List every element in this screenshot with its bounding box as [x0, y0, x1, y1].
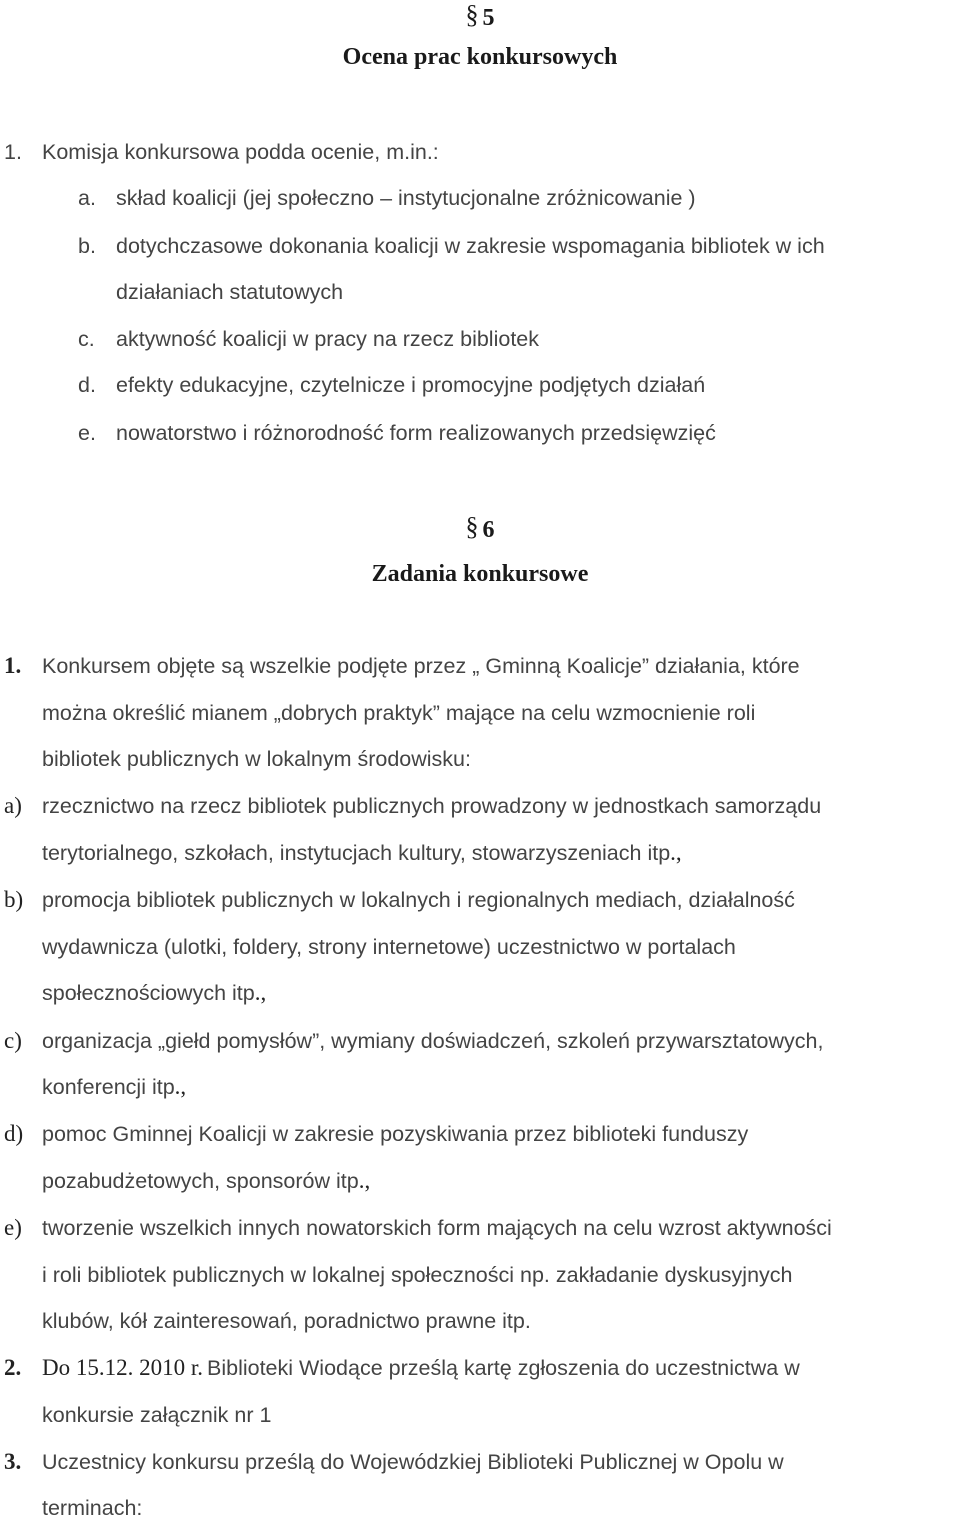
list-marker: c.: [78, 327, 95, 351]
list-item-text: skład koalicji (jej społeczno – instytucjonalne zróżnicowanie ): [116, 186, 696, 210]
list-marker: 1.: [4, 140, 22, 164]
paragraph-text: można określić mianem „dobrych praktyk” mające na celu wzmocnienie roli: [42, 701, 756, 725]
list-marker: a.: [78, 186, 96, 210]
section-5-title: Ocena prac konkursowych: [342, 44, 618, 70]
list-item-text: wydawnicza (ulotki, foldery, strony internetowe) uczestnictwo w portalach: [42, 935, 736, 959]
paragraph-sign-icon: §: [465, 0, 479, 29]
list-marker: e): [4, 1215, 22, 1240]
list-marker: d.: [78, 373, 96, 397]
list-item-text: terytorialnego, szkołach, instytucjach kultury, stowarzyszeniach itp.,: [42, 840, 682, 865]
section-6-title: Zadania konkursowe: [371, 561, 589, 587]
list-item-text: pomoc Gminnej Koalicji w zakresie pozyskiwania przez biblioteki funduszy: [42, 1122, 749, 1146]
paragraph-text: Do 15.12. 2010 r. Biblioteki Wiodące prześlą kartę zgłoszenia do uczestnictwa w: [42, 1355, 800, 1380]
list-marker: d): [4, 1121, 24, 1146]
paragraph-text: konkursie załącznik nr 1: [42, 1403, 272, 1427]
list-item-text: klubów, kół zainteresowań, poradnictwo prawne itp.: [42, 1309, 531, 1333]
list-marker: 3.: [4, 1449, 22, 1474]
section-number: 5: [482, 5, 495, 31]
list-item-text: dotychczasowe dokonania koalicji w zakresie wspomagania bibliotek w ich: [116, 234, 825, 258]
section-5-number: [0, 0, 960, 33]
list-marker: 2.: [4, 1355, 22, 1380]
list-item-text: i roli bibliotek publicznych w lokalnej społeczności np. zakładanie dyskusyjnych: [42, 1263, 793, 1287]
list-marker: c): [4, 1028, 22, 1053]
list-item-text: efekty edukacyjne, czytelnicze i promocyjne podjętych działań: [116, 373, 706, 397]
paragraph-text: terminach:: [42, 1496, 143, 1520]
list-marker: a): [4, 793, 22, 818]
list-item-text: aktywność koalicji w pracy na rzecz bibliotek: [116, 327, 539, 351]
list-item-text: nowatorstwo i różnorodność form realizowanych przedsięwzięć: [116, 421, 716, 445]
list-item-text: działaniach statutowych: [116, 280, 344, 304]
list-item-text: społecznościowych itp.,: [42, 980, 267, 1005]
paragraph-sign-icon: §: [465, 512, 479, 541]
list-item-text: rzecznictwo na rzecz bibliotek publicznych prowadzony w jednostkach samorządu: [42, 794, 822, 818]
list-item-text: tworzenie wszelkich innych nowatorskich form mających na celu wzrost aktywności: [42, 1216, 832, 1240]
paragraph-text: Konkursem objęte są wszelkie podjęte przez „ Gminną Koalicje” działania, które: [42, 654, 800, 678]
section-6-number: [0, 512, 960, 545]
paragraph-text: Uczestnicy konkursu prześlą do Wojewódzkiej Biblioteki Publicznej w Opolu w: [42, 1450, 784, 1474]
list-marker: b.: [78, 234, 96, 258]
list-item-text: organizacja „giełd pomysłów”, wymiany doświadczeń, szkoleń przywarsztatowych,: [42, 1029, 824, 1053]
list-item-text: pozabudżetowych, sponsorów itp.,: [42, 1168, 371, 1193]
list-item-text: promocja bibliotek publicznych w lokalnych i regionalnych mediach, działalność: [42, 888, 795, 912]
list-item-text: konferencji itp.,: [42, 1074, 187, 1099]
list-marker: e.: [78, 421, 96, 445]
list-item-text: Komisja konkursowa podda ocenie, m.in.:: [42, 140, 439, 164]
list-marker: 1.: [4, 653, 22, 678]
section-number: 6: [482, 517, 495, 543]
list-marker: b): [4, 887, 24, 912]
paragraph-text: bibliotek publicznych w lokalnym środowisku:: [42, 747, 471, 771]
